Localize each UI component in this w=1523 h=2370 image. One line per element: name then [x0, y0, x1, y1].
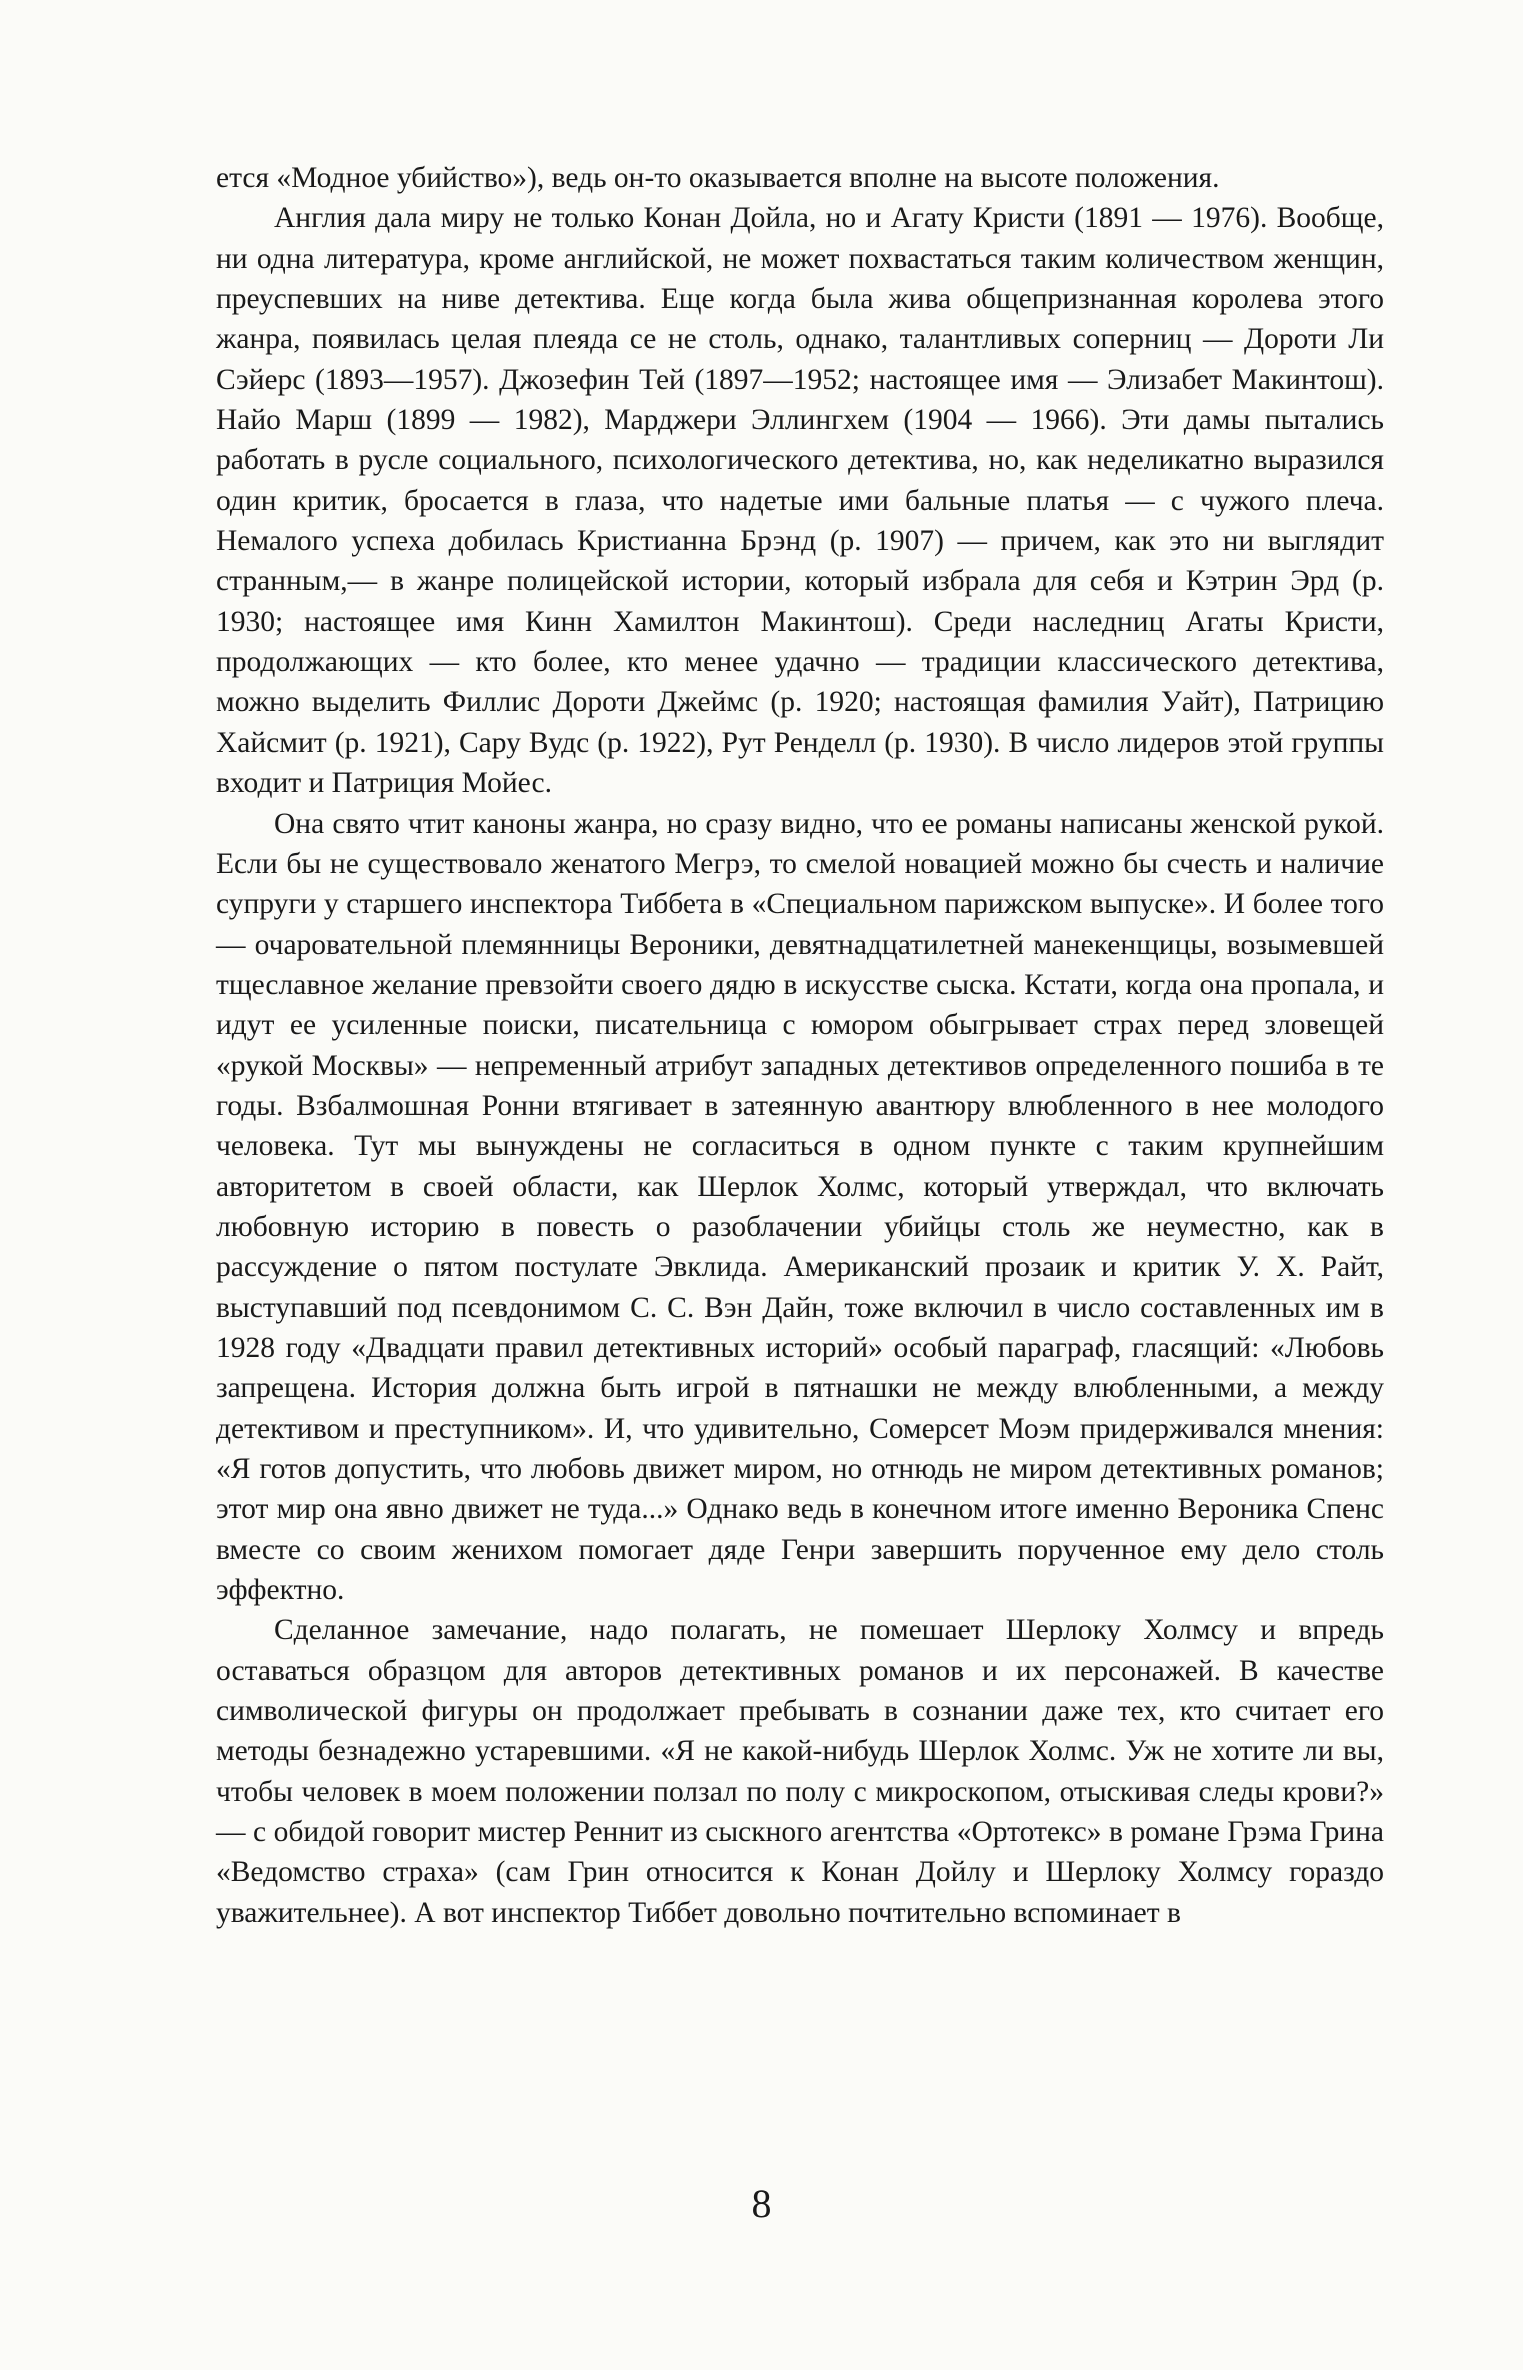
page-number: 8: [751, 2181, 772, 2226]
paragraph-patricia-moyes: Она свято чтит каноны жанра, но сразу видно, что ее романы написаны женской рукой. Если бы не существовало женатого Мегрэ, то смелой новацией можно бы счесть и наличие супруги у старшего инспектора Тиббета в «Специальном парижском выпуске». И более того — очаровательной племянницы Вероники, девятнадцатилетней манекенщицы, возымевшей тщеславное желание превзойти своего дядю в искусстве сыска. Кстати, когда она пропала, и идут ее усиленные поиски, писательница с юмором обыгрывает страх перед зловещей «рукой Москвы» — непременный атрибут западных детективов определенного пошиба в те годы. Взбалмошная Ронни втягивает в затеянную авантюру влюбленного в нее молодого человека. Тут мы вынуждены не согласиться в одном пункте с таким крупнейшим авторитетом в своей области, как Шерлок Холмс, который утверждал, что включать любовную историю в повесть о разоблачении убийцы столь же неуместно, как в рассуждение о пятом постулате Эвклида. Американский прозаик и критик У. Х. Райт, выступавший под псевдонимом С. С. Вэн Дайн, тоже включил в число составленных им в 1928 году «Двадцати правил детективных историй» особый параграф, гласящий: «Любовь запрещена. История должна быть игрой в пятнашки не между влюбленными, а между детективом и преступником». И, что удивительно, Сомерсет Моэм придерживался мнения: «Я готов допустить, что любовь движет миром, но отнюдь не миром детективных романов; этот мир она явно движет не туда...» Однако ведь в конечном итоге именно Вероника Спенс вместе со своим женихом помогает дяде Генри завершить порученное ему дело столь эффектно.: [216, 807, 1384, 1607]
paragraph-agatha-christie: Англия дала миру не только Конан Дойла, но и Агату Кристи (1891 — 1976). Вообще, ни одна литература, кроме английской, не может похвастаться таким количеством женщин, преуспевших на ниве детектива. Еще когда была жива общепризнанная королева этого жанра, появилась целая плеяда се не столь, однако, талантливых соперниц — Дороти Ли Сэйерс (1893—1957). Джозефин Тей (1897—1952; настоящее имя — Элизабет Макинтош). Найо Марш (1899 — 1982), Марджери Эллингхем (1904 — 1966). Эти дамы пытались работать в русле социального, психологического детектива, но, как неделикатно выразился один критик, бросается в глаза, что надетые ими бальные платья — с чужого плеча. Немалого успеха добилась Кристианна Брэнд (р. 1907) — причем, как это ни выглядит странным,— в жанре полицейской истории, который избрала для себя и Кэтрин Эрд (р. 1930; настоящее имя Кинн Хамилтон Макинтош). Среди наследниц Агаты Кристи, продолжающих — кто более, кто менее удачно — традиции классического детектива, можно выделить Филлис Дороти Джеймс (р. 1920; настоящая фамилия Уайт), Патрицию Хайсмит (р. 1921), Сару Вудс (р. 1922), Рут Ренделл (р. 1930). В число лидеров этой группы входит и Патриция Мойес.: [216, 202, 1384, 800]
paragraph-sherlock-holmes: Сделанное замечание, надо полагать, не помешает Шерлоку Холмсу и впредь оставаться образцом для авторов детективных романов и их персонажей. В качестве символической фигуры он продолжает пребывать в сознании даже тех, кто считает его методы безнадежно устаревшими. «Я не какой-нибудь Шерлок Холмс. Уж не хотите ли вы, чтобы человек в моем положении ползал по полу с микроскопом, отыскивая следы крови?» — с обидой говорит мистер Реннит из сыскного агентства «Ортотекс» в романе Грэма Грина «Ведомство страха» (сам Грин относится к Конан Дойлу и Шерлоку Холмсу гораздо уважительнее). А вот инспектор Тиббет довольно почтительно вспоминает в: [216, 1614, 1384, 1929]
paragraph-continuation: ется «Модное убийство»), ведь он-то оказывается вполне на высоте положения.: [216, 162, 1220, 194]
body-text: [216, 158, 1384, 1933]
